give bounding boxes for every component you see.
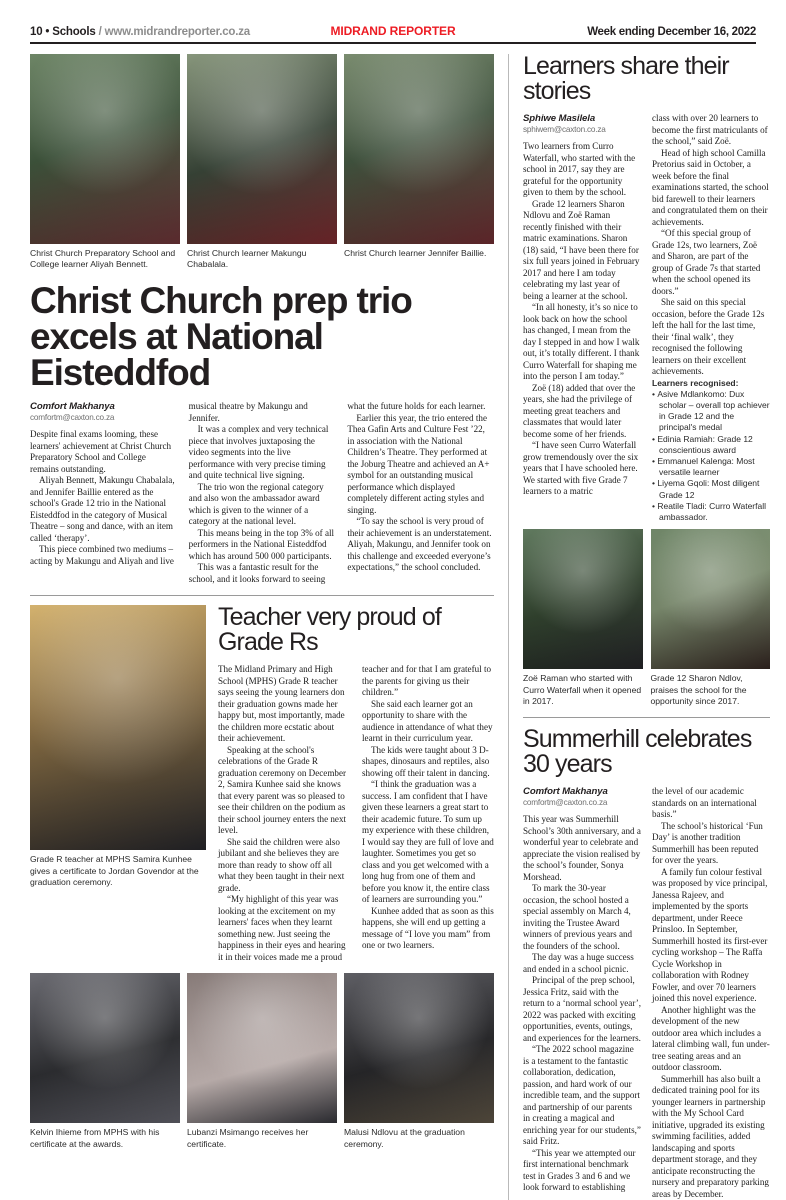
learners-recognised-label: Learners recognised: (652, 377, 739, 388)
learners-stories-columns (523, 113, 770, 523)
summerhill-columns (523, 786, 770, 1200)
section-name: Schools (52, 26, 96, 38)
list-item: • Edinia Ramiah: Grade 12 conscientious award (652, 434, 770, 456)
masthead-left: 10 • Schools / www.midrandreporter.co.za (30, 26, 250, 38)
byline-eisteddfod (30, 401, 177, 422)
paragraph: The day was a huge success and ended in a school picnic. (523, 952, 634, 974)
issue-date: Week ending December 16, 2022 (587, 26, 756, 38)
paragraph: “The 2022 school magazine is a testament to the fantastic collaboration, dedication, passion, and hard work of our incredible team, and the support and partnership of our parents in creating a magical and enriching year for our students,” said Fritz. (523, 1044, 641, 1147)
photo-caption: Zoë Raman who started with Curro Waterfall when it opened in 2017. (523, 673, 642, 707)
photo-cell (30, 54, 180, 271)
paragraph: class with over 20 learners to become the first matriculants of the school,” said Zoë. (652, 113, 768, 146)
photo-caption: Malusi Ndlovu at the graduation ceremony. (344, 1127, 465, 1149)
photo-makungu-chabalala (187, 54, 337, 244)
paragraph: This piece combined two mediums – acting by Makungu and Aliyah and live musical theatre by Makungu and Jennifer. (30, 401, 308, 566)
byline-email[interactable]: comfortm@caxton.co.za (30, 413, 115, 423)
paragraph: the level of our academic standards on an international basis.” (652, 786, 757, 820)
paragraph: It was a complex and very technical piece that involves juxtaposing the video segments into the live performance with very precise timing and quite technical live signing. (188, 424, 329, 481)
photo-cell (523, 529, 643, 707)
masthead-url: www.midrandreporter.co.za (104, 26, 250, 38)
photo-jennifer-baillie (344, 54, 494, 244)
paragraph: This means being in the top 3% of all performers in the National Eisteddfod which has around 500 000 participants. (188, 527, 335, 561)
paragraph: “In all honesty, it’s so nice to look back on how the school has changed, I mean from the day I stepped in and how I walk out, it’s totally different. I thank Curro Waterfall for shaping me into the person I am today.” (523, 302, 640, 381)
paragraph: She said the children were also jubilant and she believes they are more than ready to show off all what they been taught in their next grade. (218, 836, 345, 893)
photo-malusi-ndlovu (344, 973, 494, 1123)
grade-rs-text-block (218, 605, 494, 963)
photo-caption: Christ Church learner Makungu Chabalala. (187, 248, 307, 270)
paragraph: Kunhee added that as soon as this happens, she will end up getting a message of “I love you mam” from one or two learners. (362, 905, 494, 951)
paragraph: The Midland Primary and High School (MPHS) Grade R teacher says seeing the young learners don their graduation gowns made her happy but, most importantly, made the children more ecstatic about their achievement. (218, 664, 345, 744)
section-divider (30, 595, 494, 596)
left-column (30, 54, 494, 1200)
section-divider (523, 717, 770, 718)
masthead (30, 0, 756, 44)
grade-rs-text-columns (218, 664, 494, 963)
page-number: 10 (30, 26, 43, 38)
paragraph: Summerhill has also built a dedicated training pool for its younger learners in partnership with the My School Card initiative, upgraded its existing swimming facilities, added landscaping and sports department storage, and they anticipate reconstructing the nursery and preparatory parking areas by December. (652, 1073, 769, 1199)
photo-caption: Christ Church learner Jennifer Baillie. (344, 248, 487, 258)
photo-samira-kunhee-jordan-govendor (30, 605, 206, 850)
paragraph: “This year we attempted our first international benchmark test in Grades 3 and 6 and we look forward to establishing (523, 1147, 636, 1193)
paragraph: Speaking at the school's celebrations of the Grade R graduation ceremony on December 2, Samira Kunhee said she knows that every parent was so pleased to see their children on the podium as their school journey enters the next level. (218, 744, 347, 836)
headline-grade-rs: Teacher very proud of Grade Rs (218, 603, 441, 657)
paragraph: “I think the graduation was a success. I am confident that I have given these learners a great start to their academic future. To sum up my experience with these children, I would say they are full of love and laughter. Sometimes you get so class and you get welcomed with a long hug from one of them and before you know it, the entire class of learners are surrounding you.” (362, 779, 494, 905)
list-item: • Reatile Tladi: Curro Waterfall ambassador. (652, 501, 770, 523)
learners-stories-col-1 (523, 113, 641, 523)
eisteddfod-text-columns (30, 401, 494, 585)
paragraph: She said each learner got an opportunity to share with the audience in attendance of what they learnt in their curriculum year. (362, 698, 493, 744)
headline-summerhill: Summerhill celebrates 30 years (523, 725, 752, 779)
list-item: • Asive Mdlankomo: Dux scholar – overall top achiever in Grade 12 and the principal's medal (652, 389, 770, 434)
paragraph: The kids were taught about 3 D-shapes, dinosaurs and reptiles, also showing off their talent in dancing. (362, 744, 490, 778)
paragraph: “To say the school is very proud of their achievement is an understatement. Aliyah, Makungu, and Jennifer took on this challenge and exceeded everyone’s expectations,” the school concluded. (347, 516, 492, 573)
photo-sharon-ndlovu (651, 529, 771, 669)
photo-caption: Lubanzi Msimango receives her certificate. (187, 1127, 309, 1149)
photo-caption: Kelvin Ihieme from MPHS with his certificate at the awards. (30, 1127, 160, 1149)
learners-recognised-list (652, 378, 770, 524)
paragraph: Aliyah Bennett, Makungu Chabalala, and Jennifer Baillie entered as the school's Grade 12 trio in the National Eisteddfod in the category of Musical Theatre – song and dance, with an item called ‘therapy’. (30, 475, 175, 543)
masthead-separator: / (95, 26, 105, 38)
paragraph: Zoë (18) added that over the years, she had the privilege of meeting great teachers and classmates that would later become some of her friends. (523, 382, 636, 439)
paragraph: “My highlight of this year was looking at the excitement on my learners' faces when they learnt something new. Just seeing the happiness in their eyes and hearing it in their voices made me a proud teacher and for that I am grateful to the parents for giving us their children.” (218, 664, 492, 962)
paragraph: The trio won the regional category and also won the ambassador award which is given to the winner of a category at the national level. (188, 481, 324, 527)
byline-learners-stories (523, 113, 641, 134)
learners-stories-photo-row (523, 529, 770, 707)
paragraph: “Of this special group of Grade 12s, two learners, Zoë and Sharon, are part of the group of Grade 7s that started when the school opened its doors.” (652, 228, 761, 296)
paragraph: Despite final exams looming, these learners' achievement at Christ Church Preparatory School and College remains outstanding. (30, 429, 172, 474)
paragraph: Two learners from Curro Waterfall, who started with the school in 2017, say they are grateful for the opportunity given to them by the school. (523, 141, 636, 197)
paragraph: “I have seen Curro Waterfall grow tremendously over the six years that I have schooled here. We started with five Grade 7 learners to a matric (523, 440, 639, 496)
article-learners-stories (523, 54, 770, 707)
learners-stories-col-2 (652, 113, 770, 523)
photo-lubanzi-msimango (187, 973, 337, 1123)
paragraph: Grade 12 learners Sharon Ndlovu and Zoë Raman recently finished with their matric examinations. Sharon (18) said, “I have been there for six full years joined in February 2017 and here I am today celebrating my last year of being a learner at the school. (523, 198, 640, 301)
byline-name: Comfort Makhanya (30, 401, 115, 413)
paragraph: This was a fantastic result for the school, and it looks forward to seeing what the future holds for each learner. (188, 401, 486, 584)
byline-name: Comfort Makhanya (523, 786, 608, 798)
right-column (508, 54, 770, 1200)
photo-cell (344, 973, 494, 1150)
article-grade-rs (30, 605, 494, 1150)
photo-cell (651, 529, 771, 707)
paragraph: To mark the 30-year occasion, the school hosted a special assembly on March 4, inviting the Trustee Award winners of previous years and the founders of the school. (523, 883, 633, 951)
photo-caption: Grade R teacher at MPHS Samira Kunhee gives a certificate to Jordan Govendor at the graduation ceremony. (30, 854, 199, 888)
photo-caption: Grade 12 Sharon Ndlov, praises the school for the opportunity since 2017. (650, 673, 747, 707)
paragraph: The school’s historical ‘Fun Day’ is another tradition Summerhill has been reputed for over the years. (652, 820, 763, 866)
publication-title: MIDRAND REPORTER (330, 24, 456, 38)
article-eisteddfod (30, 54, 494, 585)
paragraph: Head of high school Camilla Pretorius said in October, a week before the final examinations started, the school bid farewell to their learners and congratulated them on their achievements. (652, 147, 769, 227)
summerhill-col-1 (523, 786, 641, 1200)
list-item: • Emmanuel Kalenga: Most versatile learner (652, 456, 770, 478)
byline-email[interactable]: sphiwem@caxton.co.za (523, 125, 606, 134)
photo-cell (30, 973, 180, 1150)
grade-rs-top (30, 605, 494, 963)
grade-rs-photo-row (30, 973, 494, 1150)
paragraph: She said on this special occasion, before the Grade 12s left the hall for the last time, their ‘final walk’, they recognised the following learners on their excellent achievements. (652, 297, 765, 376)
grade-rs-main-photo-block (30, 605, 206, 963)
photo-cell (187, 54, 337, 271)
byline-name: Sphiwe Masilela (523, 113, 596, 124)
headline-learners-stories: Learners share their stories (523, 52, 729, 105)
paragraph: A family fun colour festival was proposed by vice principal, Janessa Rajeev, and implemented by the sports department, under Reece Prinsloo. In September, Summerhill hosted its first-ever cycling workshop – The Raffa Cycle Workshop in collaboration with Rodney Fowler, and over 70 learners joined this novel experience. (652, 866, 768, 1004)
photo-zoe-raman (523, 529, 643, 669)
photo-cell (344, 54, 494, 271)
paragraph: This year was Summerhill School’s 30th anniversary, and a wonderful year to celebrate and appreciate the vision realised by the school’s founder, Sonya Morshead. (523, 814, 641, 882)
byline-email[interactable]: comfortm@caxton.co.za (523, 798, 608, 808)
photo-aliyah-bennett (30, 54, 180, 244)
photo-cell (187, 973, 337, 1150)
eisteddfod-photo-row (30, 54, 494, 271)
page-body (30, 44, 770, 1200)
article-summerhill (523, 727, 770, 1200)
summerhill-col-2 (652, 786, 770, 1200)
headline-eisteddfod: Christ Church prep trio excels at National Eisteddfod (30, 279, 412, 394)
paragraph: Another highlight was the development of the new outdoor area which includes a lateral climbing wall, fun under-tree seating areas and an outdoor classroom. (652, 1004, 770, 1073)
photo-caption: Christ Church Preparatory School and College learner Aliyah Bennett. (30, 248, 176, 270)
paragraph: Principal of the prep school, Jessica Fritz, said with the return to a ‘normal school year’, 2022 was packed with exciting opportunities, events, outings, and experiences for the learners. (523, 975, 642, 1043)
photo-kelvin-ihieme (30, 973, 180, 1123)
byline-summerhill (523, 786, 641, 807)
paragraph: Earlier this year, the trio entered the Thea Gafin Arts and Culture Fest ’22, in association with the National Children’s Theatre. They performed at the Joburg Theatre and achieved an A+ symbol for an outstanding musical performance which displayed completely different acting styles and singing. (347, 412, 490, 515)
list-item: • Liyema Gqoli: Most diligent Grade 12 (652, 478, 770, 500)
